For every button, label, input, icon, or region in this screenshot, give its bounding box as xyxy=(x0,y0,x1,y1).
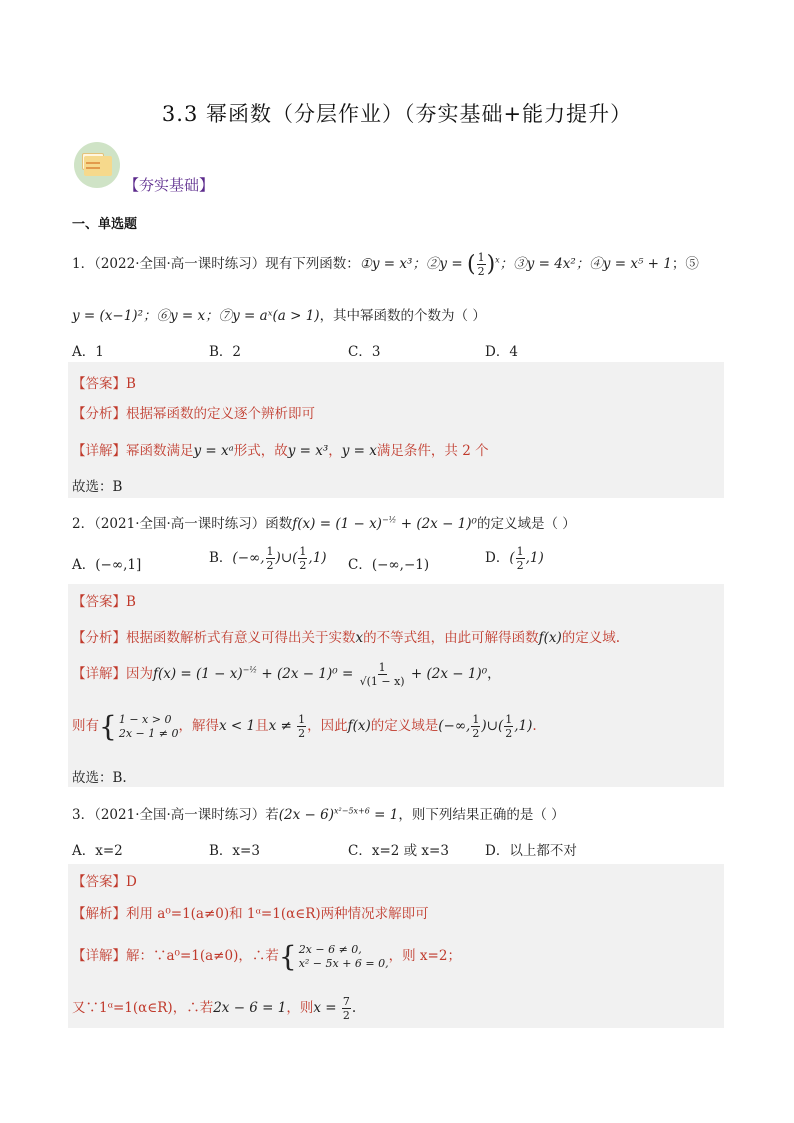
question-1-stem-cont: y = (x−1)²；⑥y = x；⑦y = aˣ(a > 1)，其中幂函数的个数为（ ） xyxy=(72,308,486,324)
q1-option-b: B．2 xyxy=(209,344,242,360)
q2-answer: 【答案】B xyxy=(72,594,136,610)
q3-detail: 【详解】解：∵a⁰=1(a≠0)，∴若 { 2x − 6 ≠ 0, x² − 5x + 6 = 0, ，则 x=2； xyxy=(72,940,461,973)
q3-option-b: B．x=3 xyxy=(209,843,260,859)
q3-option-c: C．x=2 或 x=3 xyxy=(348,843,449,859)
q1-answer: 【答案】B xyxy=(72,376,136,392)
q3-analysis: 【解析】利用 a⁰=1(a≠0)和 1ᵅ=1(α∈R)两种情况求解即可 xyxy=(72,906,429,922)
q2-detail: 【详解】因为$f(x) = (1 - x)^{-\frac{1}{2}} + (2x - 1)^0$ = $\frac{1}{√(1 - x)}$ + (2x − 1)⁰， xyxy=(72,661,501,688)
q1-option-a: A．1 xyxy=(72,344,104,360)
question-3-stem: 3．（2021·全国·高一课时练习）若$(2x - 6)^{x^2-5x+6} = 1$，则下列结果正确的是（ ） xyxy=(72,806,565,823)
q1-analysis: 【分析】根据幂函数的定义逐个辨析即可 xyxy=(72,406,315,422)
q3-detail-cont: 又∵1ᵅ=1(α∈R)，∴若2x − 6 = 1，则x = $\frac{7}{2}$ . xyxy=(72,995,357,1022)
question-1-stem: 1．（2022·全国·高一课时练习）现有下列函数：①y = x³；②y = ( $\frac{1}{2}$ )$^x$；③y = 4x²；④y = x⁵ + 1；⑤ xyxy=(72,251,699,278)
q1-detail: 【详解】幂函数满足y = xᵃ形式，故y = x³，y = x满足条件，共 2 个 xyxy=(72,443,489,459)
page-title: 3.3 幂函数（分层作业）（夯实基础+能力提升） xyxy=(161,102,633,126)
q3-option-a: A．x=2 xyxy=(72,843,123,859)
q2-analysis: 【分析】根据函数解析式有意义可得出关于实数x的不等式组，由此可解得函数f(x)的定义域. xyxy=(72,630,621,646)
q2-derivation: 则有 { 1 − x > 0 2x − 1 ≠ 0 ，解得x < 1且x ≠ $\frac{1}{2}$ ，因此f(x)的定义域是(−∞, $\frac{1}{2}$ )∪( $\frac{1}{2}$ ,1). xyxy=(72,710,537,743)
q2-option-d: D．( $\frac{1}{2}$ ,1) xyxy=(485,545,544,572)
q3-option-d: D．以上都不对 xyxy=(485,843,577,859)
q2-option-a: A．(−∞,1] xyxy=(72,557,142,573)
q2-option-b: B．(−∞, $\frac{1}{2}$ )∪( $\frac{1}{2}$ ,1) xyxy=(209,545,327,572)
q2-choice: 故选：B. xyxy=(72,770,127,786)
notebook-icon xyxy=(74,142,120,188)
q2-option-c: C．(−∞,−1) xyxy=(348,557,430,573)
q1-option-d: D．4 xyxy=(485,344,518,360)
q1-option-c: C．3 xyxy=(348,344,381,360)
question-2-stem: 2．（2021·全国·高一课时练习）函数$f(x) = (1 - x)^{-\frac{1}{2}} + (2x - 1)^0$的定义域是（ ） xyxy=(72,515,576,532)
q1-choice: 故选：B xyxy=(72,479,123,495)
section-tag: 【夯实基础】 xyxy=(124,176,215,194)
section-heading: 一、单选题 xyxy=(72,217,138,232)
q3-answer: 【答案】D xyxy=(72,874,137,890)
q1-solution-block xyxy=(68,362,724,498)
